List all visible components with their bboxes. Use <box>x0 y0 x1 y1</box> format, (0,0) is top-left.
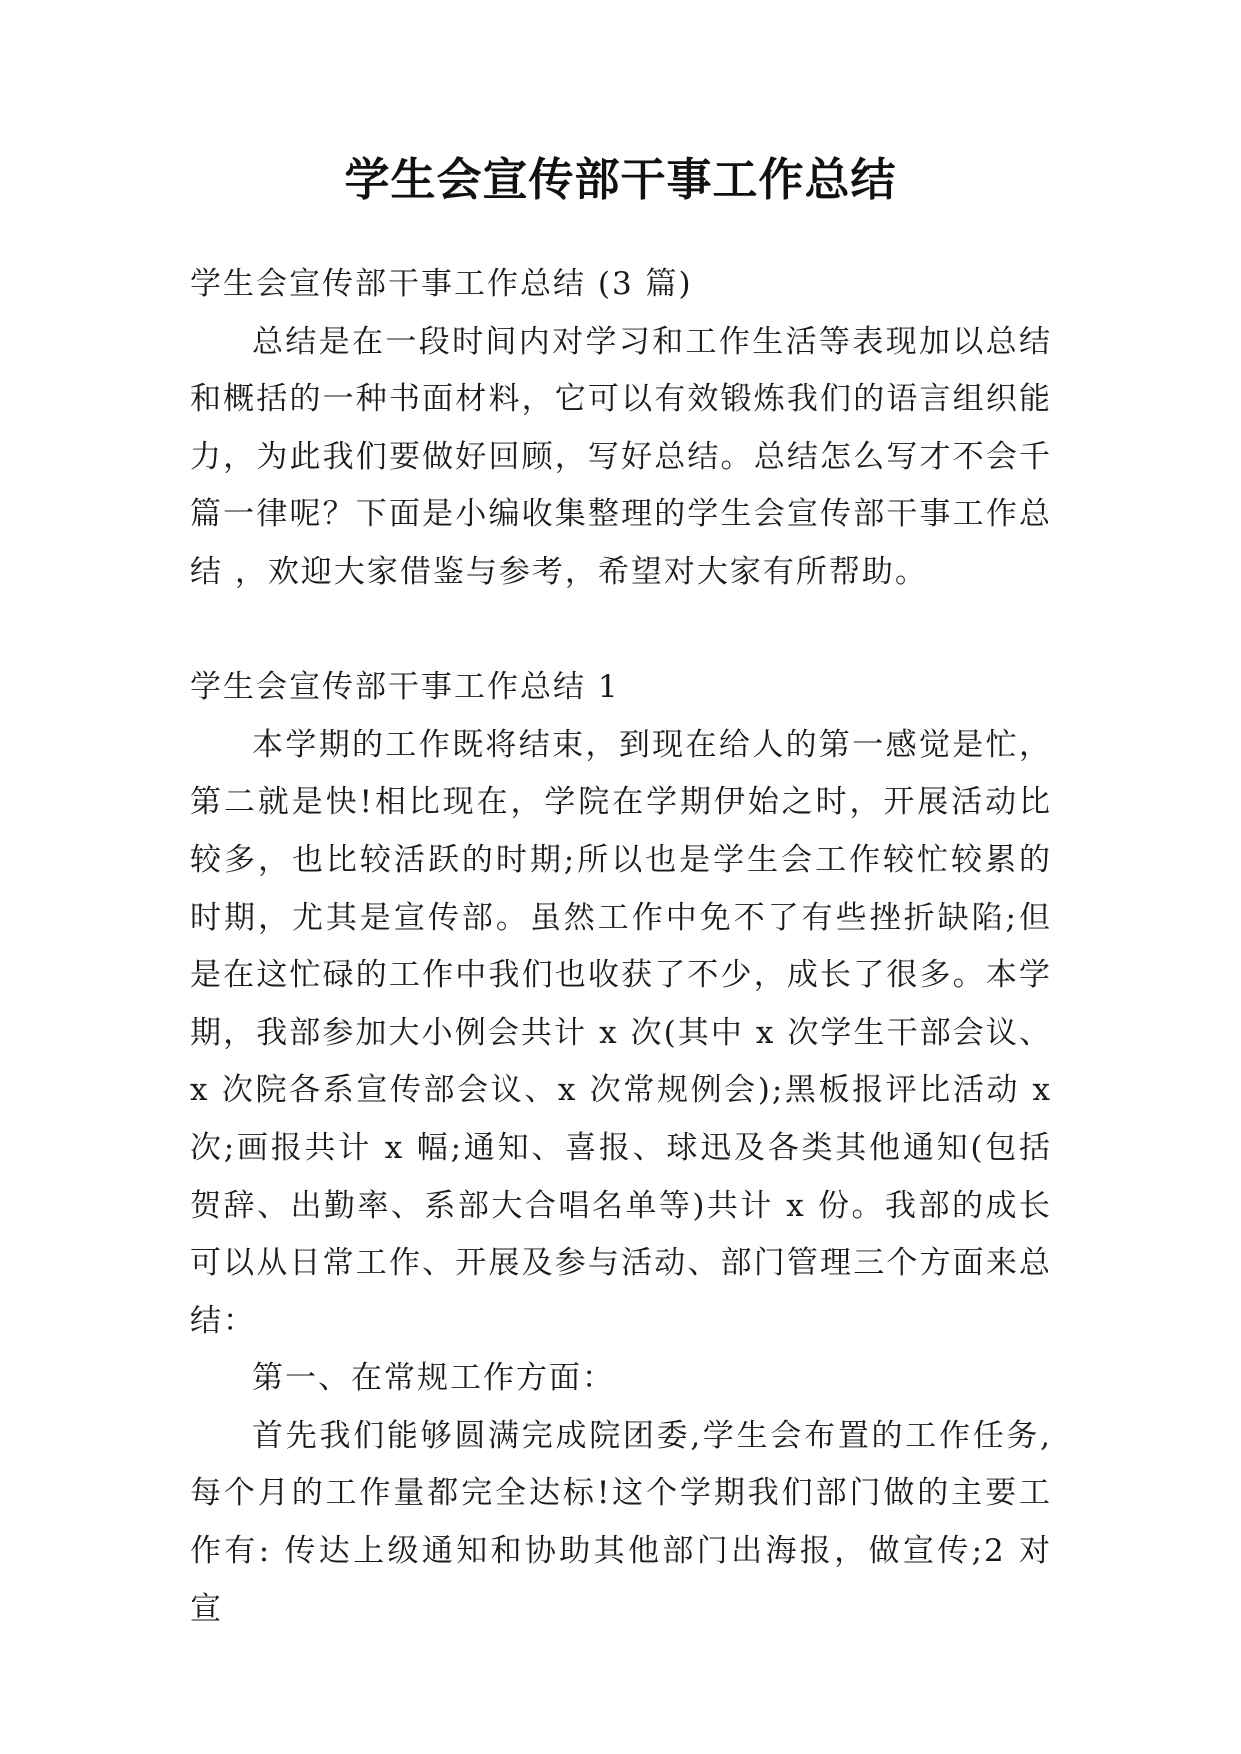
section-heading: 学生会宣传部干事工作总结 1 <box>190 669 620 706</box>
section-paragraph: 首先我们能够圆满完成院团委,学生会布置的工作任务,每个月的工作量都完全达标!这个学期我们部门做的主要工作有: 传达上级通知和协助其他部门出海报，做宣传;2 对宣 <box>190 1417 1052 1627</box>
document-title: 学生会宣传部干事工作总结 <box>344 153 897 206</box>
section-subheading: 第一、在常规工作方面： <box>252 1360 615 1397</box>
section-paragraph: 本学期的工作既将结束，到现在给人的第一感觉是忙，第二就是快!相比现在，学院在学期伊始之时，开展活动比较多，也比较活跃的时期;所以也是学生会工作较忙较累的时期，尤其是宣传部。虽然工作中免不了有些挫折缺陷;但是在这忙碌的工作中我们也收获了不少，成长了很多。本学期，我部参加大小例会共计 x 次(其中 x 次学生干部会议、x 次院各系宣传部会议、x 次常规例会);黑板报评比活动 x 次;画报共计 x 幅;通知、喜报、球迅及各类其他通知(包括贺辞、出勤率、系部大合唱名单等)共计 x 份。我部的成长可以从日常工作、开展及参与活动、部门管理三个方面来总结： <box>190 726 1052 1339</box>
document-subtitle: 学生会宣传部干事工作总结 (3 篇) <box>190 266 693 302</box>
paragraph-spacer <box>190 602 1052 660</box>
intro-paragraph: 总结是在一段时间内对学习和工作生活等表现加以总结和概括的一种书面材料，它可以有效锻炼我们的语言组织能力，为此我们要做好回顾，写好总结。总结怎么写才不会千篇一律呢？下面是小编收集整理的学生会宣传部干事工作总结 ，欢迎大家借鉴与参考，希望对大家有所帮助。 <box>190 323 1052 590</box>
document-body <box>190 256 1052 1638</box>
